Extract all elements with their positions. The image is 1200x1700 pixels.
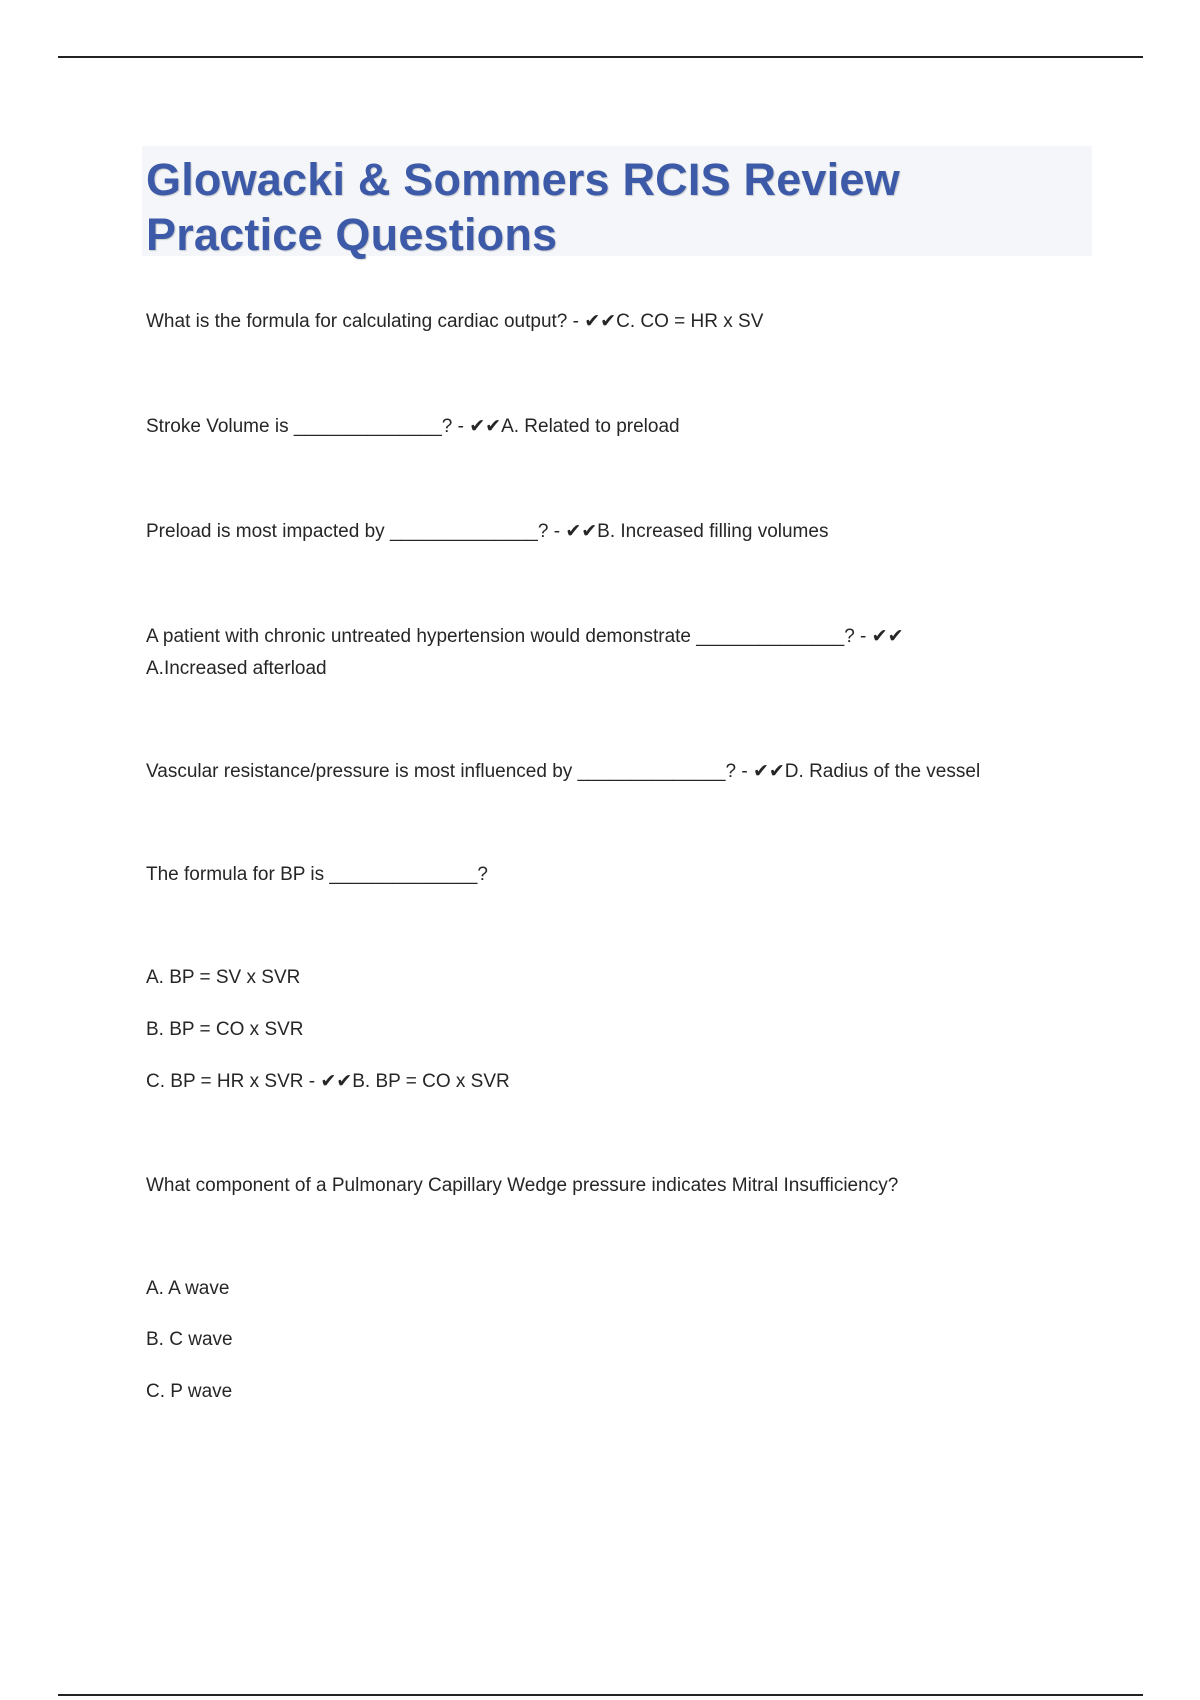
question-stroke-volume: Stroke Volume is ______________? - ✔✔A. Related to preload [146,416,680,437]
option-b: B. BP = CO x SVR [146,1019,304,1040]
header-rule [58,56,1143,58]
question-preload: Preload is most impacted by ______________? - ✔✔B. Increased filling volumes [146,521,829,542]
option-a-wave: A. A wave [146,1278,230,1299]
answer-hypertension: A.Increased afterload [146,658,327,679]
document-title [142,146,1092,260]
question-bp-formula: The formula for BP is ______________? [146,864,488,885]
footer-rule [58,1694,1143,1696]
option-c-wave: B. C wave [146,1329,233,1350]
title-line-1: Glowacki & Sommers RCIS Review [146,154,900,205]
question-pcwp: What component of a Pulmonary Capillary Wedge pressure indicates Mitral Insufficiency? [146,1175,899,1196]
option-p-wave: C. P wave [146,1381,233,1402]
title-line-2: Practice Questions [146,209,558,260]
option-c-with-answer: C. BP = HR x SVR - ✔✔B. BP = CO x SVR [146,1071,510,1092]
question-hypertension: A patient with chronic untreated hypertension would demonstrate ______________? - ✔✔ [146,626,904,647]
question-vascular-resistance: Vascular resistance/pressure is most influenced by ______________? - ✔✔D. Radius of the vessel [146,761,981,782]
question-cardiac-output: What is the formula for calculating cardiac output? - ✔✔C. CO = HR x SV [146,311,764,332]
option-a: A. BP = SV x SVR [146,967,301,988]
